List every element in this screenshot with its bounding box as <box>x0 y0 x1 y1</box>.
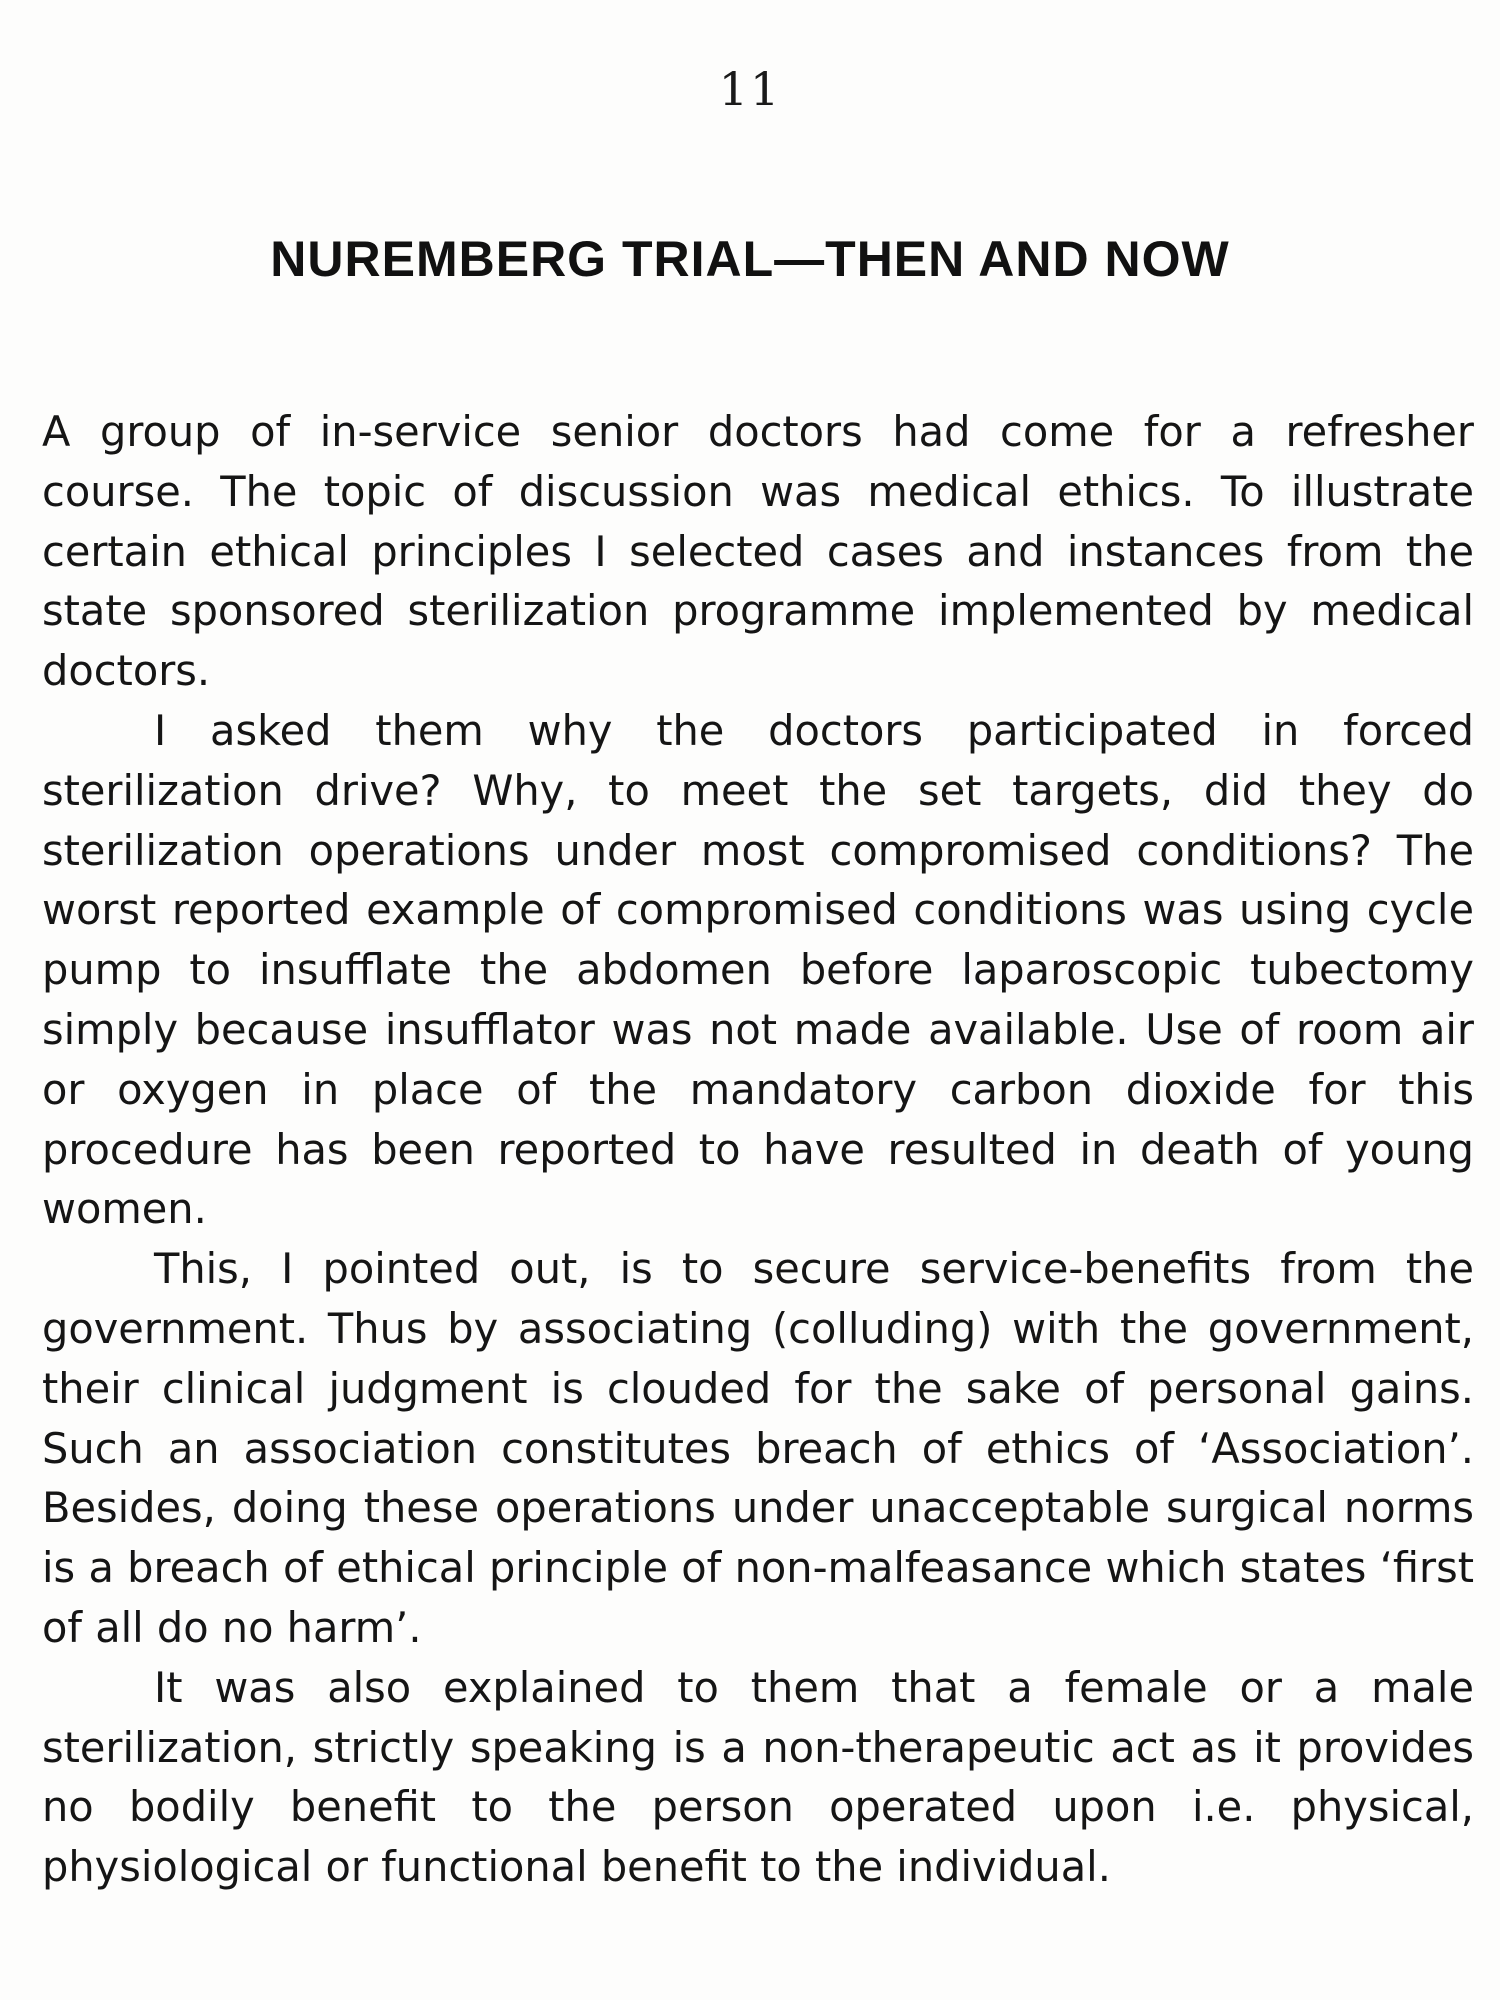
paragraph-forced-sterilization: I asked them why the doctors participated in forced sterilization drive? Why, to meet the set targets, did they do sterilization operations under most compromised conditions? The worst reported example of compromised conditions was using cycle pump to insufflate the abdomen before laparoscopic tubectomy simply because insufflator was not made available. Use of room air or oxygen in place of the mandatory carbon dioxide for this procedure has been reported to have resulted in death of young women. <box>42 705 1474 1234</box>
body-text <box>42 402 1474 1897</box>
paragraph-intro: A group of in-service senior doctors had come for a refresher course. The topic of discussion was medical ethics. To illustrate certain ethical principles I selected cases and instances from the state sponsored sterilization programme implemented by medical doctors. <box>42 407 1474 696</box>
page-number: 11 <box>718 62 782 116</box>
chapter-title: NUREMBERG TRIAL—THEN AND NOW <box>270 231 1230 287</box>
paragraph-service-benefits: This, I pointed out, is to secure service-benefits from the government. Thus by associating (colluding) with the government, their clinical judgment is clouded for the sake of personal gains. Such an association constitutes breach of ethics of ‘Association’. Besides, doing these operations under unacceptable surgical norms is a breach of ethical principle of non-malfeasance which states ‘first of all do no harm’. <box>42 1244 1474 1652</box>
paragraph-non-therapeutic-act: It was also explained to them that a female or a male sterilization, strictly speaking is a non-therapeutic act as it provides no bodily benefit to the person operated upon i.e. physical, physiological or functional benefit to the individual. <box>42 1662 1474 1892</box>
